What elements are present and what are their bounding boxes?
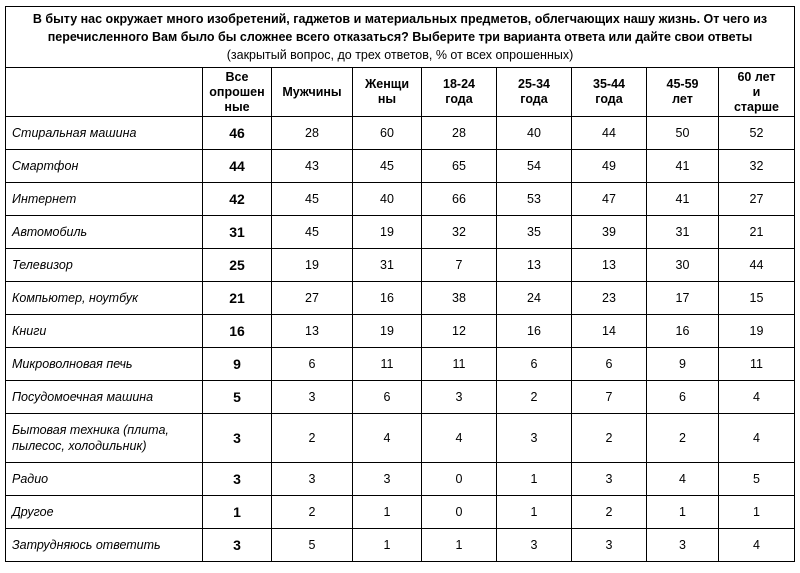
column-header [203,68,272,117]
table-row [6,117,795,150]
row-value: 1 [422,529,497,562]
table-row [6,463,795,496]
row-value: 28 [422,117,497,150]
table-row [6,282,795,315]
row-label: Телевизор [6,249,203,282]
table-row [6,150,795,183]
row-value: 16 [353,282,422,315]
row-value: 4 [719,381,795,414]
row-value: 47 [572,183,647,216]
column-header [272,68,353,117]
row-label: Бытовая техника (плита, пылесос, холодильник) [6,414,203,463]
row-value: 3 [572,529,647,562]
row-value: 3 [497,414,572,463]
row-value: 4 [719,529,795,562]
survey-table [5,6,795,562]
row-label: Книги [6,315,203,348]
row-value: 21 [719,216,795,249]
row-label: Интернет [6,183,203,216]
row-label: Стиральная машина [6,117,203,150]
header-row [6,68,795,117]
row-value: 3 [572,463,647,496]
row-value: 2 [272,496,353,529]
row-value: 11 [353,348,422,381]
row-value: 44 [572,117,647,150]
row-value: 40 [497,117,572,150]
row-total: 3 [203,463,272,496]
row-value: 0 [422,463,497,496]
row-value: 15 [719,282,795,315]
row-value: 6 [647,381,719,414]
row-value: 66 [422,183,497,216]
row-value: 2 [272,414,353,463]
row-total: 25 [203,249,272,282]
row-value: 32 [422,216,497,249]
row-total: 3 [203,529,272,562]
row-value: 2 [572,414,647,463]
table-row [6,315,795,348]
header-empty-cell [6,68,203,117]
row-value: 4 [647,463,719,496]
row-value: 1 [647,496,719,529]
row-label: Другое [6,496,203,529]
column-header-line: Все [225,69,249,84]
row-value: 45 [353,150,422,183]
row-total: 1 [203,496,272,529]
row-value: 4 [353,414,422,463]
row-value: 11 [422,348,497,381]
row-value: 13 [572,249,647,282]
row-value: 5 [719,463,795,496]
row-value: 41 [647,150,719,183]
row-value: 14 [572,315,647,348]
row-value: 65 [422,150,497,183]
row-total: 46 [203,117,272,150]
row-label: Микроволновая печь [6,348,203,381]
column-header-line: Женщи [364,77,410,91]
row-value: 30 [647,249,719,282]
row-value: 19 [272,249,353,282]
row-total: 42 [203,183,272,216]
table-row [6,496,795,529]
column-header [422,68,497,117]
row-value: 23 [572,282,647,315]
row-value: 1 [497,496,572,529]
row-value: 3 [647,529,719,562]
column-header [497,68,572,117]
row-value: 6 [497,348,572,381]
row-value: 28 [272,117,353,150]
row-value: 2 [572,496,647,529]
row-value: 44 [719,249,795,282]
row-value: 3 [497,529,572,562]
row-value: 54 [497,150,572,183]
table-row [6,183,795,216]
row-value: 3 [422,381,497,414]
survey-table-container [5,6,794,562]
row-value: 1 [497,463,572,496]
table-row [6,381,795,414]
row-value: 27 [272,282,353,315]
column-header-line: 45-59 [666,77,699,91]
row-value: 1 [353,496,422,529]
column-header-line: ны [377,92,397,106]
row-total: 3 [203,414,272,463]
row-value: 16 [647,315,719,348]
column-header-line: года [445,92,473,106]
row-total: 31 [203,216,272,249]
row-value: 2 [647,414,719,463]
row-total: 16 [203,315,272,348]
row-value: 9 [647,348,719,381]
column-header-line: года [595,92,623,106]
row-value: 3 [272,463,353,496]
column-header-line: лет [672,92,693,106]
column-header-line: 25-34 [518,77,550,91]
row-value: 11 [719,348,795,381]
row-value: 24 [497,282,572,315]
row-total: 21 [203,282,272,315]
row-value: 45 [272,183,353,216]
table-row [6,216,795,249]
row-label: Посудомоечная машина [6,381,203,414]
row-value: 17 [647,282,719,315]
row-value: 6 [272,348,353,381]
row-value: 16 [497,315,572,348]
column-header [647,68,719,117]
table-row [6,529,795,562]
row-value: 3 [272,381,353,414]
row-value: 52 [719,117,795,150]
row-value: 60 [353,117,422,150]
row-value: 27 [719,183,795,216]
row-value: 13 [272,315,353,348]
row-value: 6 [353,381,422,414]
row-value: 32 [719,150,795,183]
row-value: 19 [353,216,422,249]
row-value: 31 [353,249,422,282]
column-header [719,68,795,117]
survey-question: В быту нас окружает много изобретений, гаджетов и материальных предметов, облегчающих нашу жизнь. От чего из перечисленного Вам было бы сложнее всего отказаться? Выберите три варианта ответа или дайте свои ответы [32,12,768,44]
row-value: 38 [422,282,497,315]
table-row [6,348,795,381]
column-header-line: и [752,84,761,99]
row-value: 45 [272,216,353,249]
row-label: Затрудняюсь ответить [6,529,203,562]
row-value: 3 [353,463,422,496]
column-header [353,68,422,117]
column-header-line: опрошен [209,84,265,99]
row-value: 43 [272,150,353,183]
row-value: 7 [572,381,647,414]
row-value: 49 [572,150,647,183]
row-value: 31 [647,216,719,249]
table-row [6,249,795,282]
row-value: 19 [719,315,795,348]
row-label: Радио [6,463,203,496]
row-value: 13 [497,249,572,282]
row-value: 12 [422,315,497,348]
row-label: Компьютер, ноутбук [6,282,203,315]
row-value: 53 [497,183,572,216]
table-title [6,7,795,68]
row-value: 50 [647,117,719,150]
row-value: 19 [353,315,422,348]
row-total: 44 [203,150,272,183]
row-value: 39 [572,216,647,249]
row-label: Автомобиль [6,216,203,249]
column-header [572,68,647,117]
column-header-line: 60 лет [737,69,776,84]
survey-note: (закрытый вопрос, до трех ответов, % от всех опрошенных) [226,48,574,62]
row-value: 35 [497,216,572,249]
row-label: Смартфон [6,150,203,183]
row-value: 40 [353,183,422,216]
table-row [6,414,795,463]
row-value: 1 [353,529,422,562]
row-total: 5 [203,381,272,414]
row-value: 4 [422,414,497,463]
column-header-line: года [520,92,548,106]
row-value: 0 [422,496,497,529]
row-total: 9 [203,348,272,381]
row-value: 2 [497,381,572,414]
column-header-line: 18-24 [443,77,475,91]
column-header-line: старше [733,99,780,114]
row-value: 6 [572,348,647,381]
column-header-line: ные [224,99,250,114]
row-value: 5 [272,529,353,562]
column-header-line: 35-44 [593,77,625,91]
row-value: 41 [647,183,719,216]
row-value: 7 [422,249,497,282]
column-header-line: Мужчины [282,84,342,99]
row-value: 4 [719,414,795,463]
row-value: 1 [719,496,795,529]
